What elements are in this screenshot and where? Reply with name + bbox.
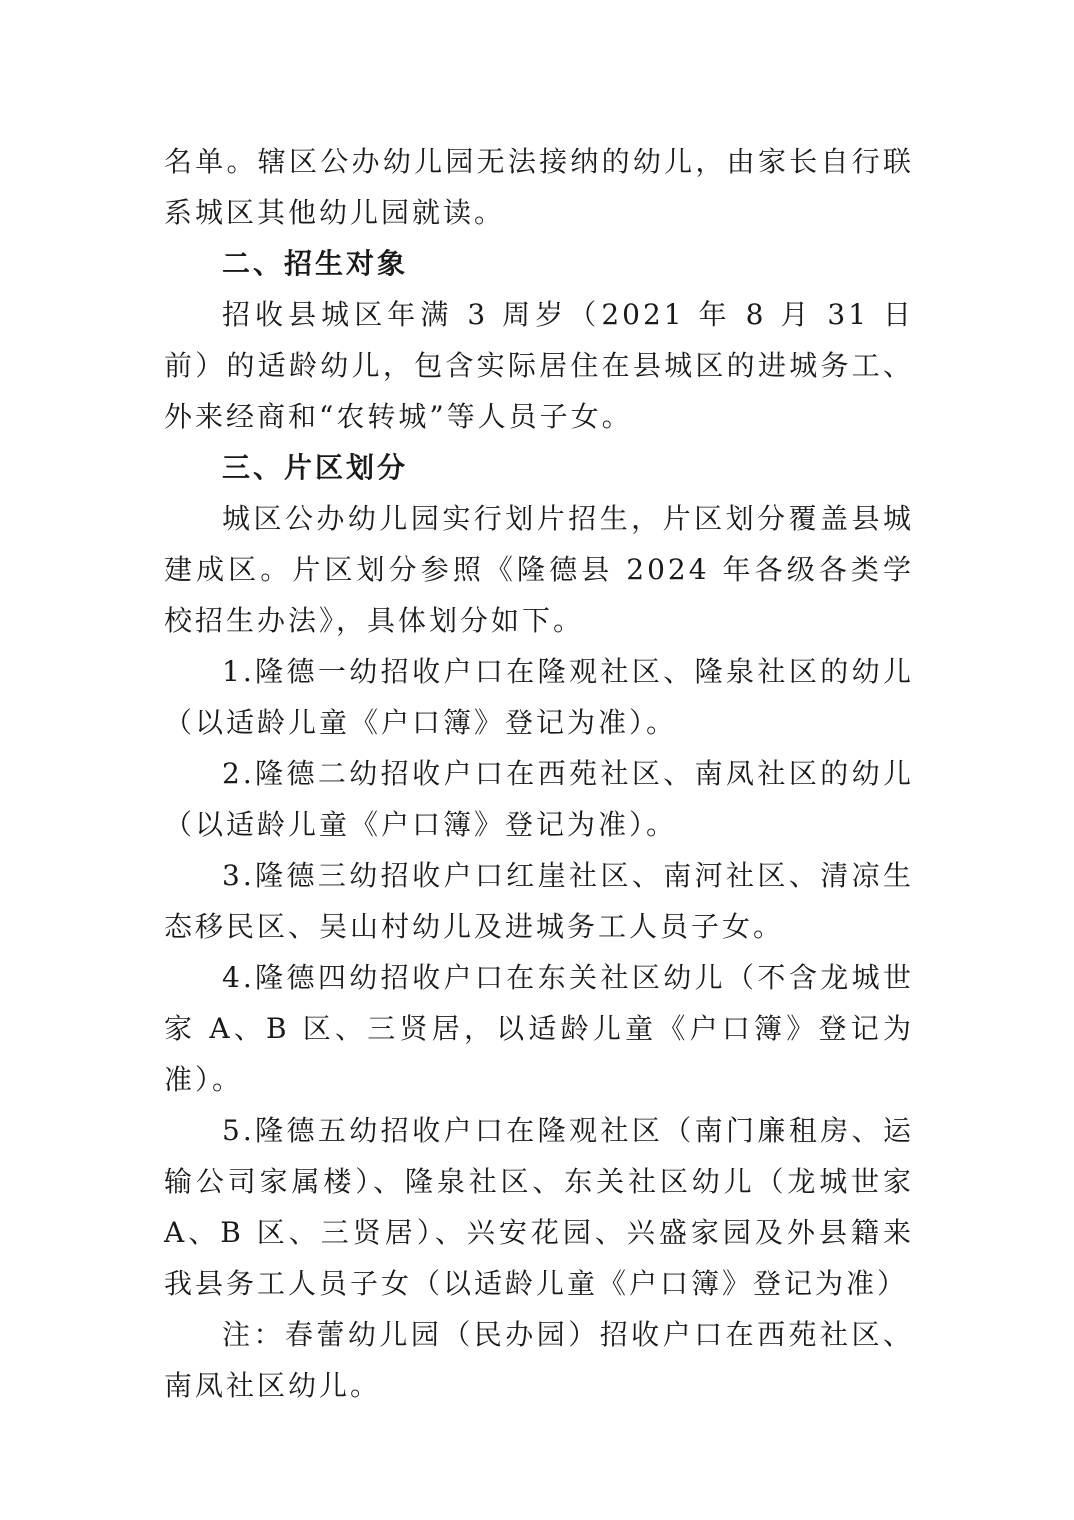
- section-heading-district-division: 三、片区划分: [222, 451, 409, 484]
- paragraph-enrollment-targets: 招收县城区年满 3 周岁（2021 年 8 月 31 日前）的适龄幼儿，包含实际居住在县城区的进城务工、外来经商和“农转城”等人员子女。: [164, 298, 914, 433]
- document-page: [164, 136, 914, 1411]
- list-item-kindergarten-1: 1.隆德一幼招收户口在隆观社区、隆泉社区的幼儿（以适龄儿童《户口簿》登记为准）。: [164, 655, 914, 739]
- paragraph-admission-list-note: 名单。辖区公办幼儿园无法接纳的幼儿，由家长自行联系城区其他幼儿园就读。: [164, 145, 914, 229]
- section-heading-enrollment-targets: 二、招生对象: [222, 247, 409, 280]
- list-item-kindergarten-5: 5.隆德五幼招收户口在隆观社区（南门廉租房、运输公司家属楼）、隆泉社区、东关社区幼儿（龙城世家 A、B 区、三贤居）、兴安花园、兴盛家园及外县籍来我县务工人员子女（以适龄儿童《户口簿》登记为准）: [164, 1114, 914, 1300]
- paragraph-district-division: 城区公办幼儿园实行划片招生，片区划分覆盖县城建成区。片区划分参照《隆德县 2024 年各级各类学校招生办法》，具体划分如下。: [164, 502, 914, 637]
- list-item-kindergarten-4: 4.隆德四幼招收户口在东关社区幼儿（不含龙城世家 A、B 区、三贤居，以适龄儿童《户口簿》登记为准）。: [164, 961, 914, 1096]
- list-item-kindergarten-3: 3.隆德三幼招收户口红崖社区、南河社区、清凉生态移民区、吴山村幼儿及进城务工人员子女。: [164, 859, 914, 943]
- note-private-kindergarten: 注：春蕾幼儿园（民办园）招收户口在西苑社区、南凤社区幼儿。: [164, 1318, 914, 1402]
- list-item-kindergarten-2: 2.隆德二幼招收户口在西苑社区、南凤社区的幼儿（以适龄儿童《户口簿》登记为准）。: [164, 757, 914, 841]
